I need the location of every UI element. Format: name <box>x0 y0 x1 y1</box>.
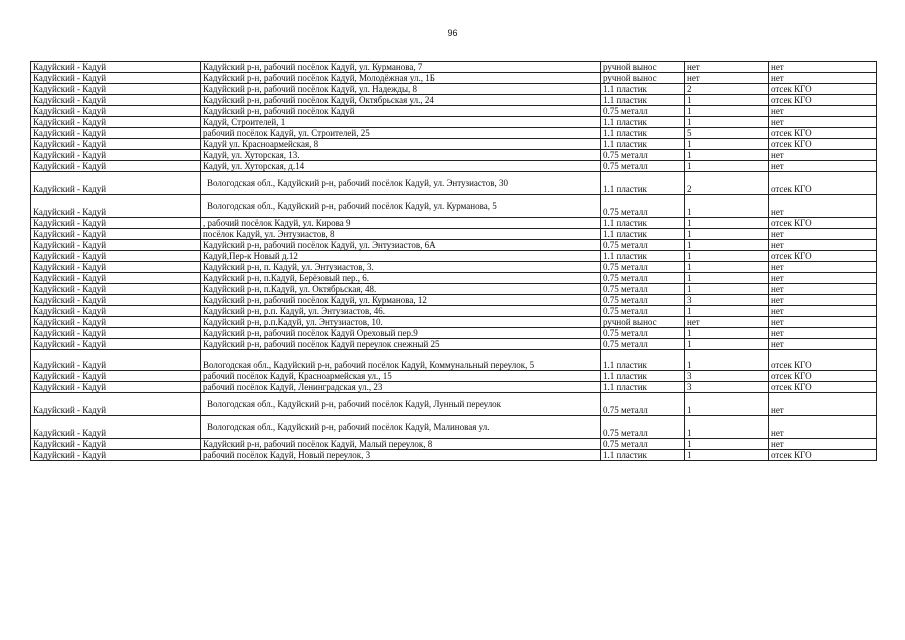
address-cell: рабочий посёлок Кадуй, Ленинградская ул., 23 <box>201 382 601 393</box>
kgo-section-cell: отсек КГО <box>769 84 877 95</box>
table-row <box>31 84 877 95</box>
district-cell: Кадуйский - Кадуй <box>31 161 201 172</box>
district-cell: Кадуйский - Кадуй <box>31 339 201 350</box>
table-row <box>31 295 877 306</box>
container-count-cell: 1 <box>685 240 769 251</box>
district-cell: Кадуйский - Кадуй <box>31 317 201 328</box>
district-cell: Кадуйский - Кадуй <box>31 295 201 306</box>
container-type-cell: 0.75 металл <box>601 240 685 251</box>
container-count-cell: нет <box>685 73 769 84</box>
district-cell: Кадуйский - Кадуй <box>31 382 201 393</box>
district-cell: Кадуйский - Кадуй <box>31 393 201 416</box>
district-cell: Кадуйский - Кадуй <box>31 439 201 450</box>
container-type-cell: ручной вынос <box>601 73 685 84</box>
container-count-cell: нет <box>685 62 769 73</box>
district-cell: Кадуйский - Кадуй <box>31 84 201 95</box>
container-type-cell: 0.75 металл <box>601 161 685 172</box>
kgo-section-cell: нет <box>769 62 877 73</box>
address-cell: Кадуй, Строителей, 1 <box>201 117 601 128</box>
table-row <box>31 73 877 84</box>
address-cell: Вологодская обл., Кадуйский р-н, рабочий посёлок Кадуй, Коммунальный переулок, 5 <box>201 350 601 371</box>
table-row <box>31 172 877 195</box>
table-row <box>31 106 877 117</box>
container-count-cell: 1 <box>685 218 769 229</box>
container-type-cell: 0.75 металл <box>601 306 685 317</box>
district-cell: Кадуйский - Кадуй <box>31 139 201 150</box>
table-row <box>31 240 877 251</box>
container-type-cell: 0.75 металл <box>601 339 685 350</box>
address-cell: Кадуйский р-н, п. Кадуй, ул. Энтузиастов, 3. <box>201 262 601 273</box>
address-cell: Кадуйский р-н, рабочий посёлок Кадуй Ореховый пер.9 <box>201 328 601 339</box>
address-cell: рабочий посёлок Кадуй, Красноармейская ул., 15 <box>201 371 601 382</box>
table-row <box>31 262 877 273</box>
container-count-cell: 1 <box>685 306 769 317</box>
district-cell: Кадуйский - Кадуй <box>31 128 201 139</box>
kgo-section-cell: нет <box>769 262 877 273</box>
container-count-cell: 1 <box>685 251 769 262</box>
table-row <box>31 273 877 284</box>
table-row <box>31 450 877 461</box>
kgo-section-cell: отсек КГО <box>769 251 877 262</box>
page-number: 96 <box>447 28 458 38</box>
container-type-cell: 1.1 пластик <box>601 84 685 95</box>
address-cell: Кадуйский р-н, рабочий посёлок Кадуй, Молодёжная ул., 1Б <box>201 73 601 84</box>
container-count-cell: 1 <box>685 195 769 218</box>
kgo-section-cell: нет <box>769 106 877 117</box>
district-cell: Кадуйский - Кадуй <box>31 328 201 339</box>
kgo-section-cell: нет <box>769 295 877 306</box>
container-type-cell: 0.75 металл <box>601 106 685 117</box>
container-count-cell: 1 <box>685 339 769 350</box>
address-cell: Кадуй ул. Красноармейская, 8 <box>201 139 601 150</box>
container-count-cell: 3 <box>685 382 769 393</box>
district-cell: Кадуйский - Кадуй <box>31 73 201 84</box>
container-type-cell: 0.75 металл <box>601 273 685 284</box>
container-type-cell: 1.1 пластик <box>601 218 685 229</box>
table-row <box>31 439 877 450</box>
kgo-section-cell: нет <box>769 416 877 439</box>
container-count-cell: нет <box>685 317 769 328</box>
district-cell: Кадуйский - Кадуй <box>31 306 201 317</box>
table-row <box>31 218 877 229</box>
container-count-cell: 1 <box>685 262 769 273</box>
container-type-cell: 0.75 металл <box>601 262 685 273</box>
table-row <box>31 339 877 350</box>
district-cell: Кадуйский - Кадуй <box>31 240 201 251</box>
container-count-cell: 1 <box>685 284 769 295</box>
container-count-cell: 2 <box>685 172 769 195</box>
district-cell: Кадуйский - Кадуй <box>31 371 201 382</box>
container-type-cell: 1.1 пластик <box>601 172 685 195</box>
district-cell: Кадуйский - Кадуй <box>31 229 201 240</box>
kgo-section-cell: отсек КГО <box>769 450 877 461</box>
container-count-cell: 1 <box>685 273 769 284</box>
address-cell: , рабочий посёлок Кадуй, ул. Кирова 9 <box>201 218 601 229</box>
container-type-cell: 0.75 металл <box>601 284 685 295</box>
kgo-section-cell: нет <box>769 306 877 317</box>
district-cell: Кадуйский - Кадуй <box>31 450 201 461</box>
table-row <box>31 371 877 382</box>
kgo-section-cell: нет <box>769 439 877 450</box>
table-row <box>31 62 877 73</box>
container-count-cell: 3 <box>685 371 769 382</box>
table-row <box>31 306 877 317</box>
kgo-section-cell: нет <box>769 229 877 240</box>
container-count-cell: 2 <box>685 84 769 95</box>
address-cell: Кадуйский р-н, рабочий посёлок Кадуй, ул. Курманова, 7 <box>201 62 601 73</box>
kgo-section-cell: отсек КГО <box>769 172 877 195</box>
district-cell: Кадуйский - Кадуй <box>31 106 201 117</box>
address-cell: Кадуйский р-н, рабочий посёлок Кадуй, Октябрьская ул., 24 <box>201 95 601 106</box>
address-cell: Кадуйский р-н, р.п. Кадуй, ул. Энтузиастов, 46. <box>201 306 601 317</box>
container-type-cell: 1.1 пластик <box>601 251 685 262</box>
district-cell: Кадуйский - Кадуй <box>31 95 201 106</box>
kgo-section-cell: отсек КГО <box>769 128 877 139</box>
address-cell: Кадуйский р-н, рабочий посёлок Кадуй, ул. Энтузиастов, 6А <box>201 240 601 251</box>
container-count-cell: 1 <box>685 150 769 161</box>
container-count-cell: 1 <box>685 161 769 172</box>
container-type-cell: 1.1 пластик <box>601 350 685 371</box>
container-type-cell: 1.1 пластик <box>601 229 685 240</box>
address-cell: Вологодская обл., Кадуйский р-н, рабочий посёлок Кадуй, ул. Курманова, 5 <box>201 195 601 218</box>
address-cell: рабочий посёлок Кадуй, Новый переулок, 3 <box>201 450 601 461</box>
address-cell: Кадуйский р-н, рабочий посёлок Кадуй переулок снежный 25 <box>201 339 601 350</box>
district-cell: Кадуйский - Кадуй <box>31 273 201 284</box>
district-cell: Кадуйский - Кадуй <box>31 284 201 295</box>
container-type-cell: 1.1 пластик <box>601 382 685 393</box>
address-cell: Кадуйский р-н, п.Кадуй, ул. Октябрьская, 48. <box>201 284 601 295</box>
kgo-section-cell: нет <box>769 150 877 161</box>
district-cell: Кадуйский - Кадуй <box>31 117 201 128</box>
container-type-cell: 1.1 пластик <box>601 139 685 150</box>
container-count-cell: 1 <box>685 450 769 461</box>
district-cell: Кадуйский - Кадуй <box>31 150 201 161</box>
container-count-cell: 1 <box>685 439 769 450</box>
container-type-cell: 1.1 пластик <box>601 117 685 128</box>
table-row <box>31 229 877 240</box>
table-row <box>31 139 877 150</box>
kgo-section-cell: нет <box>769 273 877 284</box>
container-count-cell: 5 <box>685 128 769 139</box>
container-count-cell: 1 <box>685 350 769 371</box>
kgo-section-cell: отсек КГО <box>769 218 877 229</box>
container-count-cell: 1 <box>685 117 769 128</box>
address-cell: Кадуй, ул. Хуторская, д.14 <box>201 161 601 172</box>
kgo-section-cell: отсек КГО <box>769 95 877 106</box>
container-type-cell: 0.75 металл <box>601 150 685 161</box>
table-row <box>31 350 877 371</box>
table-row <box>31 128 877 139</box>
address-cell: Вологодская обл., Кадуйский р-н, рабочий посёлок Кадуй, Лунный переулок <box>201 393 601 416</box>
address-cell: Кадуйский р-н, рабочий посёлок Кадуй <box>201 106 601 117</box>
table-row <box>31 161 877 172</box>
district-cell: Кадуйский - Кадуй <box>31 172 201 195</box>
kgo-section-cell: нет <box>769 240 877 251</box>
address-cell: посёлок Кадуй, ул. Энтузиастов, 8 <box>201 229 601 240</box>
container-type-cell: 1.1 пластик <box>601 371 685 382</box>
table-row <box>31 195 877 218</box>
kgo-section-cell: нет <box>769 339 877 350</box>
kgo-section-cell: нет <box>769 393 877 416</box>
kgo-section-cell: отсек КГО <box>769 139 877 150</box>
container-count-cell: 1 <box>685 139 769 150</box>
district-cell: Кадуйский - Кадуй <box>31 262 201 273</box>
address-cell: Кадуй,Пер-к Новый д.12 <box>201 251 601 262</box>
district-cell: Кадуйский - Кадуй <box>31 62 201 73</box>
table-row <box>31 284 877 295</box>
address-cell: Кадуйский р-н, рабочий посёлок Кадуй, Малый переулок, 8 <box>201 439 601 450</box>
table-row <box>31 382 877 393</box>
container-type-cell: 0.75 металл <box>601 328 685 339</box>
address-cell: Кадуйский р-н, рабочий посёлок Кадуй, ул. Курманова, 12 <box>201 295 601 306</box>
kgo-section-cell: нет <box>769 117 877 128</box>
kgo-section-cell: нет <box>769 328 877 339</box>
container-type-cell: ручной вынос <box>601 62 685 73</box>
container-type-cell: ручной вынос <box>601 317 685 328</box>
kgo-section-cell: отсек КГО <box>769 350 877 371</box>
address-cell: Кадуй, ул. Хуторская, 13. <box>201 150 601 161</box>
kgo-section-cell: нет <box>769 73 877 84</box>
kgo-section-cell: отсек КГО <box>769 382 877 393</box>
table-row <box>31 251 877 262</box>
container-type-cell: 0.75 металл <box>601 195 685 218</box>
address-cell: рабочий посёлок Кадуй, ул. Строителей, 25 <box>201 128 601 139</box>
district-cell: Кадуйский - Кадуй <box>31 350 201 371</box>
table-body <box>31 62 877 461</box>
container-count-cell: 1 <box>685 328 769 339</box>
container-count-cell: 3 <box>685 295 769 306</box>
table-row <box>31 150 877 161</box>
container-type-cell: 0.75 металл <box>601 393 685 416</box>
container-type-cell: 0.75 металл <box>601 416 685 439</box>
kgo-section-cell: нет <box>769 317 877 328</box>
district-cell: Кадуйский - Кадуй <box>31 251 201 262</box>
container-count-cell: 1 <box>685 416 769 439</box>
district-cell: Кадуйский - Кадуй <box>31 218 201 229</box>
address-cell: Кадуйский р-н, рабочий посёлок Кадуй, ул. Надежды, 8 <box>201 84 601 95</box>
container-count-cell: 1 <box>685 229 769 240</box>
container-count-cell: 1 <box>685 106 769 117</box>
address-cell: Вологодская обл., Кадуйский р-н, рабочий посёлок Кадуй, Малиновая ул. <box>201 416 601 439</box>
district-cell: Кадуйский - Кадуй <box>31 416 201 439</box>
kgo-section-cell: нет <box>769 195 877 218</box>
table-row <box>31 95 877 106</box>
container-type-cell: 1.1 пластик <box>601 95 685 106</box>
table-row <box>31 416 877 439</box>
table-row <box>31 328 877 339</box>
container-count-cell: 1 <box>685 95 769 106</box>
table-row <box>31 317 877 328</box>
kgo-section-cell: отсек КГО <box>769 371 877 382</box>
container-type-cell: 1.1 пластик <box>601 450 685 461</box>
table-row <box>31 117 877 128</box>
address-cell: Кадуйский р-н, п.Кадуй, Берёзовый пер., 6. <box>201 273 601 284</box>
table-row <box>31 393 877 416</box>
container-type-cell: 1.1 пластик <box>601 128 685 139</box>
kgo-section-cell: нет <box>769 284 877 295</box>
container-type-cell: 0.75 металл <box>601 439 685 450</box>
kgo-section-cell: нет <box>769 161 877 172</box>
district-cell: Кадуйский - Кадуй <box>31 195 201 218</box>
container-type-cell: 0.75 металл <box>601 295 685 306</box>
container-count-cell: 1 <box>685 393 769 416</box>
address-cell: Вологодская обл., Кадуйский р-н, рабочий посёлок Кадуй, ул. Энтузиастов, 30 <box>201 172 601 195</box>
waste-site-table <box>30 61 877 461</box>
address-cell: Кадуйский р-н, р.п.Кадуй, ул. Энтузиастов, 10. <box>201 317 601 328</box>
